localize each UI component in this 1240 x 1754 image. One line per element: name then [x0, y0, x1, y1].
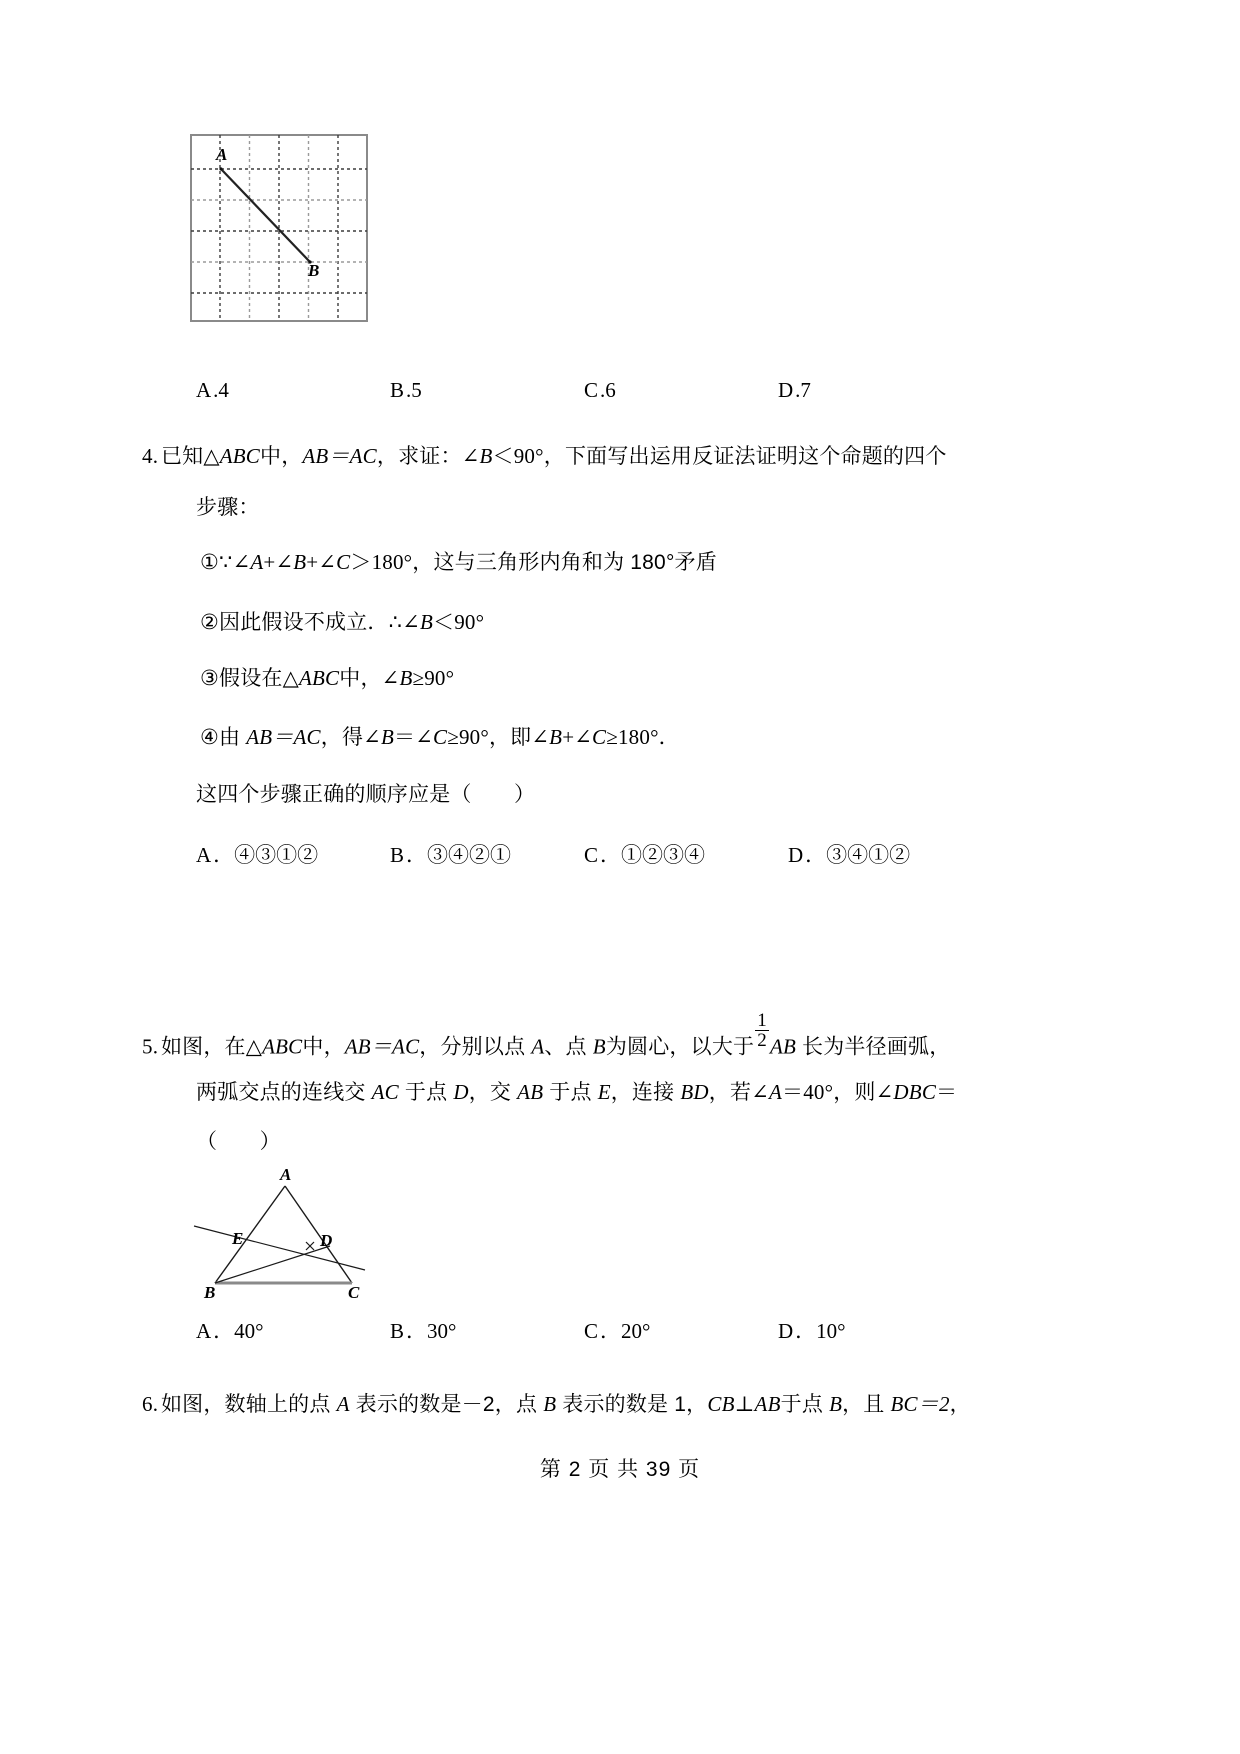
q5-l1-ab: AB: [769, 1034, 796, 1059]
q4-option-b[interactable]: [390, 840, 584, 870]
q5-l2-eq2: ＝: [936, 1080, 958, 1104]
q4-l1-90: 90°: [513, 444, 544, 468]
q5-l1-t4: 、点: [544, 1035, 593, 1059]
q4-s1-angleA: ∠A: [232, 550, 264, 574]
triangle-label-e: E: [232, 1229, 244, 1248]
option-a-value: 4: [218, 378, 229, 402]
q4-option-c-sep: ．: [600, 843, 622, 867]
q4-option-c[interactable]: [584, 840, 788, 870]
q4-option-d[interactable]: [788, 840, 910, 870]
q5-option-d-value: 10°: [816, 1319, 846, 1343]
q4-l1-t2: 中: [259, 445, 282, 468]
q6-t6: ，: [949, 1393, 971, 1416]
q4-option-b-sep: ．: [406, 843, 428, 867]
q5-option-a[interactable]: [196, 1316, 390, 1346]
q5-l2-ac: AC: [371, 1080, 399, 1104]
q4-s4-c1: ，: [320, 726, 342, 749]
q5-l1-abc: ABC: [262, 1034, 303, 1059]
q6-t1: 如图，数轴上的点: [160, 1393, 337, 1416]
triangle-label-d: D: [320, 1231, 333, 1250]
q4-l1-t3: 求证：: [398, 445, 462, 468]
option-b-sep: .: [406, 378, 412, 402]
q4-l1-t1: 已知: [160, 445, 204, 468]
q4-option-c-value: ①②③④: [621, 843, 706, 867]
q4-l1-abc: ABC: [219, 444, 260, 468]
option-a[interactable]: [196, 375, 390, 405]
q4-step-4: [200, 722, 680, 753]
q5-option-c-label: C: [584, 1319, 601, 1343]
q4-l1-angleB: ∠B: [461, 444, 493, 468]
q4-s1-mark: ①∵: [200, 551, 233, 574]
q5-l1-t6: 长为半径画弧，: [796, 1035, 951, 1059]
q5-l2-bd: BD: [680, 1080, 709, 1104]
q4-s4-angleC2: ∠C: [574, 725, 607, 749]
q4-l1-triangle: △: [203, 444, 220, 468]
q5-option-d-label: D: [778, 1319, 796, 1343]
option-b-value: 5: [411, 378, 422, 402]
option-b-label: B: [390, 378, 407, 402]
q4-s1-plus1: +: [263, 550, 276, 574]
option-c-value: 6: [605, 378, 616, 402]
q4-options-row: [196, 840, 910, 870]
page-footer: 第 2 页 共 39 页: [539, 1458, 701, 1481]
q6-t4: 于点: [780, 1393, 830, 1416]
q6-t2: 表示的数是－2，点: [349, 1393, 544, 1416]
q5-l2-angleA: ∠A: [751, 1080, 783, 1104]
q4-l1-c1: ，: [281, 445, 303, 468]
q6-b2: B: [829, 1392, 843, 1416]
q4-s3-mark: ③: [200, 667, 220, 690]
q5-l1-abac: AB＝AC: [344, 1034, 420, 1059]
option-d[interactable]: [778, 375, 811, 405]
q4-step-3: [200, 663, 454, 694]
q4-option-d-value: ③④①②: [826, 843, 911, 867]
q4-s4-angleC1: ∠C: [415, 725, 448, 749]
q5-l2-t1: 两弧交点的连线交: [196, 1081, 372, 1104]
q5-l1-a: A: [531, 1034, 545, 1059]
q5-l2-angleDBC: ∠DBC: [875, 1080, 937, 1104]
option-c[interactable]: [584, 375, 778, 405]
q4-s2-text: 因此假设不成立．∴: [219, 611, 403, 634]
q4-s1-plus2: +: [306, 550, 319, 574]
q5-l2-40: 40°: [803, 1080, 834, 1104]
q5-option-b-label: B: [390, 1319, 407, 1343]
q4-s2-lt: ＜: [433, 610, 455, 634]
q5-l1-t5: 为圆心，以大于: [605, 1035, 755, 1059]
q4-s2-mark: ②: [200, 611, 220, 634]
q4-s3-abc: ABC: [298, 666, 340, 690]
option-d-label: D: [778, 378, 796, 402]
q4-l1-abac: AB＝AC: [302, 444, 377, 468]
q5-l2-t5: ，连接: [610, 1081, 681, 1104]
triangle-label-b: B: [204, 1283, 216, 1302]
q5-l2-ab: AB: [517, 1080, 544, 1104]
q4-s1-angleB: ∠B: [275, 550, 307, 574]
triangle-label-a: A: [280, 1165, 292, 1184]
q6-b: B: [543, 1392, 557, 1416]
q4-option-c-label: C: [584, 843, 601, 867]
q4-s4-t2: 得: [341, 726, 364, 749]
q4-s1-comma: ，: [412, 551, 434, 574]
grid-point-a-label: A: [216, 145, 228, 164]
q4-step-2: [200, 607, 484, 638]
q4-s3-ge90: ≥90°: [412, 666, 455, 690]
q5-line-1: [142, 1010, 951, 1063]
q4-s4-angleB1: ∠B: [363, 725, 394, 749]
q5-l2-t2: 于点: [398, 1081, 454, 1104]
q4-s3-angleB: ∠B: [381, 666, 413, 690]
q4-option-a-sep: ．: [213, 843, 235, 867]
q5-option-d[interactable]: [778, 1316, 846, 1346]
q4-s2-90: 90°: [454, 610, 485, 634]
q4-option-a-label: A: [196, 843, 214, 867]
q5-l2-t6: ，若: [708, 1081, 752, 1104]
q5-l1-t3: ，分别以点: [419, 1035, 532, 1059]
q6-t3: 表示的数是 1，: [556, 1393, 708, 1416]
q5-option-c-sep: ．: [600, 1319, 622, 1343]
q5-l2-t7: ，则: [833, 1081, 876, 1104]
q6-cbab: CB⊥AB: [707, 1392, 781, 1416]
q6-number-sep: .: [152, 1392, 161, 1416]
q5-frac-denominator: 2: [757, 1030, 767, 1052]
q5-l2-e: E: [597, 1080, 611, 1104]
q4-option-d-label: D: [788, 843, 806, 867]
q4-s4-plus: +: [562, 725, 575, 749]
q5-fraction-one-half: [755, 1011, 769, 1051]
q4-l1-c3: ，: [543, 445, 565, 468]
q4-s4-abac: AB＝AC: [246, 725, 321, 749]
option-a-label: A: [196, 378, 214, 402]
q5-option-b-value: 30°: [427, 1319, 457, 1343]
q4-s4-t3: 即: [510, 726, 532, 749]
option-b[interactable]: [390, 375, 584, 405]
option-a-sep: .: [213, 378, 219, 402]
q4-s4-t1: 由: [219, 726, 247, 749]
q4-s1-tail: 这与三角形内角和为 180°矛盾: [433, 551, 717, 574]
q4-step-1: [200, 547, 717, 578]
q5-option-d-sep: ．: [795, 1319, 817, 1343]
q4-option-b-label: B: [390, 843, 407, 867]
triangle-figure-q5: [180, 1165, 410, 1313]
triangle-label-c: C: [348, 1283, 360, 1302]
q5-l1-b: B: [592, 1034, 606, 1059]
q4-prompt: 这四个步骤正确的顺序应是（ ）: [196, 783, 536, 806]
q4-s4-ge180: ≥180°．: [606, 725, 680, 749]
q5-l2-t4: 于点: [543, 1081, 598, 1104]
q4-s4-ge90: ≥90°: [447, 725, 489, 749]
q5-line-3: （ ）: [196, 1130, 281, 1153]
q5-option-a-value: 40°: [234, 1319, 264, 1343]
q4-s1-angleC: ∠C: [318, 550, 351, 574]
q3-options-row: [196, 375, 811, 405]
q5-frac-numerator: 1: [757, 1010, 767, 1031]
q5-l2-d: D: [453, 1080, 469, 1104]
q6-t5: ，且: [842, 1393, 891, 1416]
q5-l1-t1: 如图，在△: [160, 1035, 263, 1059]
q4-option-a[interactable]: [196, 840, 390, 870]
q4-l1-c2: ，: [376, 445, 399, 468]
q4-number-sep: .: [152, 444, 161, 468]
q4-s2-angleB: ∠B: [402, 610, 434, 634]
q4-line-2: 步骤：: [196, 496, 260, 519]
q4-s4-eq: ＝: [394, 725, 416, 749]
q5-number: 5: [142, 1034, 153, 1059]
option-c-label: C: [584, 378, 601, 402]
option-d-value: 7: [800, 378, 811, 402]
q5-option-b-sep: ．: [406, 1319, 428, 1343]
q5-option-b[interactable]: [390, 1316, 584, 1346]
q5-line-2: [196, 1077, 957, 1108]
q5-l1-t2: 中，: [302, 1035, 345, 1059]
q6-bc: BC＝2: [890, 1392, 950, 1416]
grid-figure-q3: [190, 134, 368, 322]
q4-option-a-value: ④③①②: [234, 843, 319, 867]
q4-s1-gt: ＞: [350, 550, 372, 574]
q5-option-a-label: A: [196, 1319, 214, 1343]
q4-s3-t1: 假设在△: [219, 667, 299, 690]
q6-line-1: [142, 1389, 971, 1420]
q4-line-1: [142, 441, 947, 472]
q5-l2-t3: ，交: [468, 1081, 518, 1104]
q5-number-sep: .: [152, 1034, 161, 1059]
q5-options-row: [196, 1316, 846, 1346]
q4-s3-t2: 中，: [339, 667, 382, 690]
q5-l2-eq: ＝: [782, 1080, 804, 1104]
q6-number: 6: [142, 1392, 153, 1416]
q4-l1-lt: ＜: [492, 444, 514, 468]
q5-option-c[interactable]: [584, 1316, 778, 1346]
option-d-sep: .: [795, 378, 801, 402]
q4-s4-c2: ，: [488, 726, 511, 749]
q4-l1-tail: 下面写出运用反证法证明这个命题的四个: [564, 445, 947, 468]
q4-s4-angleB2: ∠B: [531, 725, 563, 749]
q5-option-c-value: 20°: [621, 1319, 651, 1343]
q5-option-a-sep: ．: [213, 1319, 235, 1343]
option-c-sep: .: [600, 378, 606, 402]
q4-option-b-value: ③④②①: [427, 843, 512, 867]
q4-s1-180: 180°: [371, 550, 413, 574]
grid-point-b-label: B: [308, 261, 320, 280]
q6-a: A: [336, 1392, 350, 1416]
q4-s4-mark: ④: [200, 726, 220, 749]
q4-option-d-sep: ．: [805, 843, 827, 867]
q4-number: 4: [142, 444, 153, 468]
